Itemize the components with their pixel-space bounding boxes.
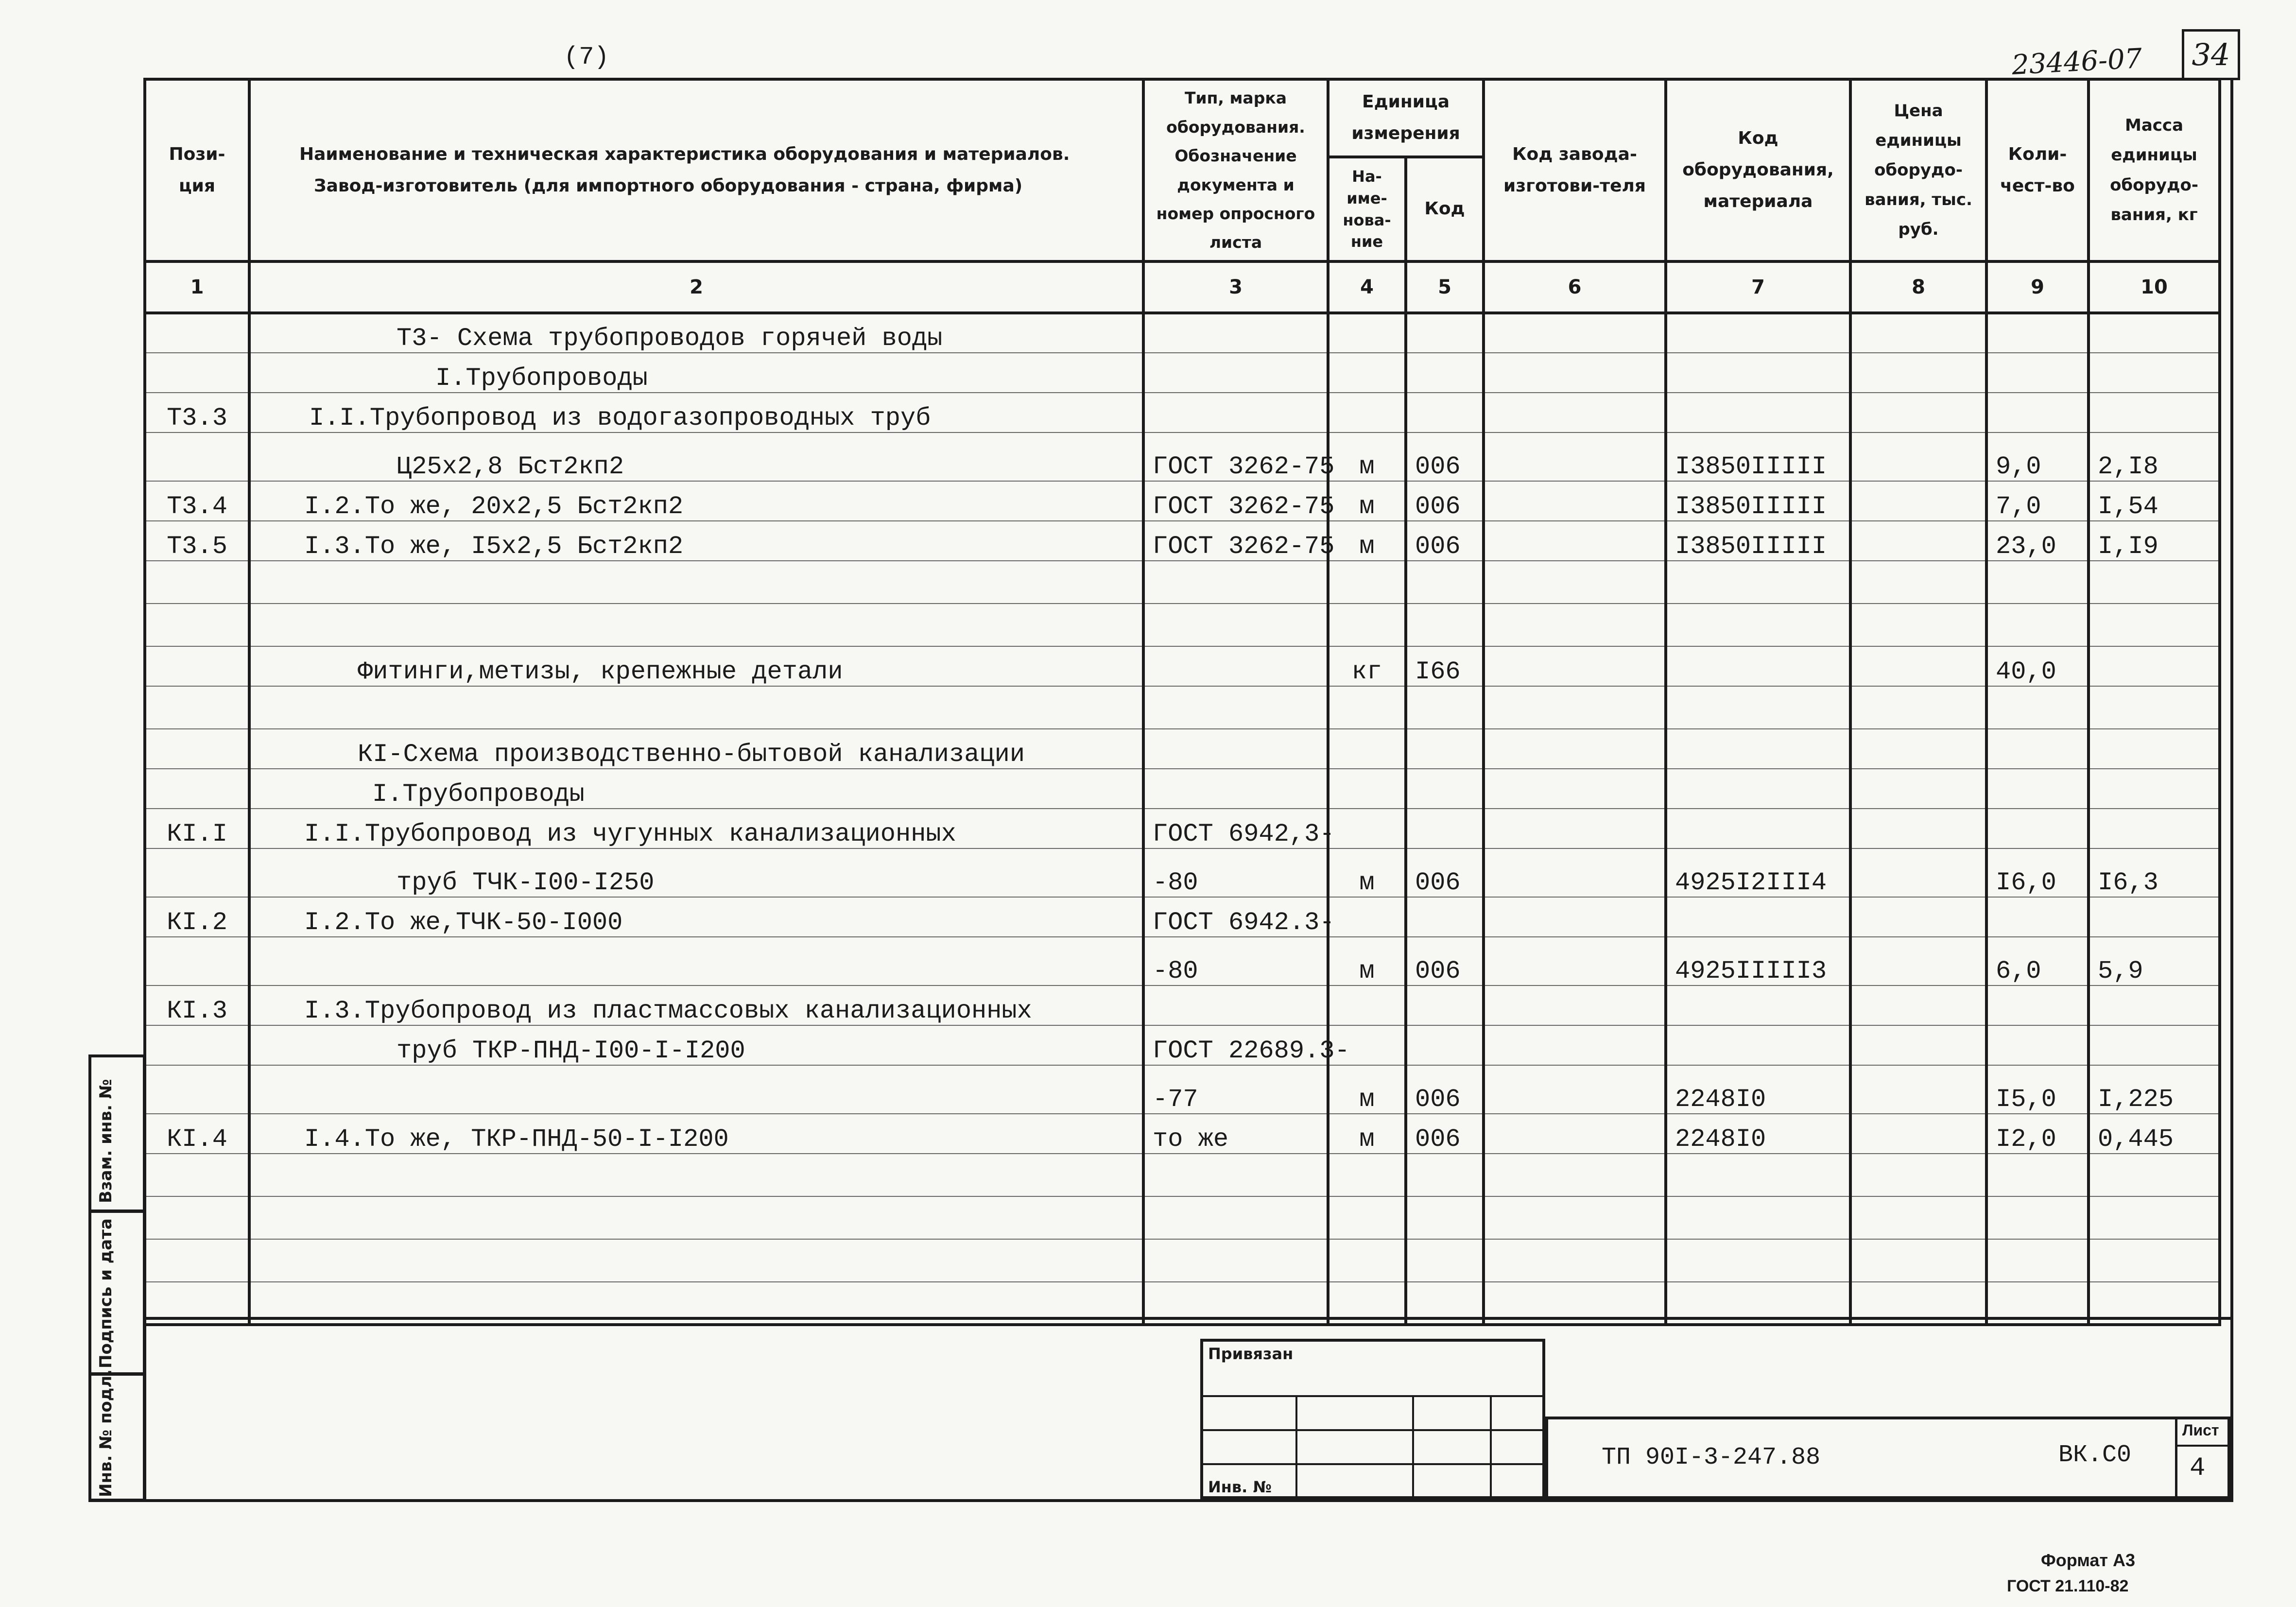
cell-mat [1666,809,1850,848]
cell-name: I.3.То же, I5х2,5 Бст2кп2 [249,521,1143,561]
table-row [145,604,2220,646]
cell-doc [1143,561,1328,604]
cell-code [1406,729,1484,769]
header-quantity: Коли-чест-во [1986,79,2089,261]
cell-price [1850,1196,1986,1239]
cell-plant [1484,1065,1666,1114]
cell-price [1850,604,1986,646]
cell-code [1406,1025,1484,1065]
cell-mass [2089,604,2220,646]
cell-qty [1986,393,2089,432]
cell-mass [2089,686,2220,729]
cell-pos: КI.I [145,809,249,848]
cell-name [249,561,1143,604]
cell-mat [1666,1196,1850,1239]
cell-code: 006 [1406,848,1484,897]
cell-doc [1143,985,1328,1025]
cell-mass [2089,897,2220,937]
cell-price [1850,646,1986,686]
cell-unit: м [1328,432,1406,481]
cell-mat: 4925I2III4 [1666,848,1850,897]
table-row [145,393,2220,432]
cell-name [249,604,1143,646]
cell-price [1850,432,1986,481]
cell-doc [1143,393,1328,432]
cell-plant [1484,809,1666,848]
cell-qty: I5,0 [1986,1065,2089,1114]
cell-pos: Т3.5 [145,521,249,561]
side-inv-replacement-label: Взам. инв. № [96,1079,116,1203]
cell-plant [1484,985,1666,1025]
cell-code [1406,809,1484,848]
cell-plant [1484,481,1666,521]
cell-qty: 6,0 [1986,937,2089,985]
cell-price [1850,937,1986,985]
cell-mat [1666,729,1850,769]
table-row [145,1065,2220,1114]
cell-price [1850,393,1986,432]
stamp-linked-label: Привязан [1208,1345,1294,1363]
column-number-6: 6 [1484,261,1666,313]
column-number-10: 10 [2089,261,2220,313]
cell-pos: Т3.4 [145,481,249,521]
cell-unit [1328,561,1406,604]
cell-name [249,1196,1143,1239]
cell-mass [2089,1239,2220,1282]
column-number-9: 9 [1986,261,2089,313]
cell-name [249,1154,1143,1196]
cell-pos [145,729,249,769]
cell-unit: м [1328,848,1406,897]
cell-price [1850,769,1986,809]
cell-name: I.Трубопроводы [249,353,1143,393]
cell-mass [2089,809,2220,848]
cell-qty [1986,1154,2089,1196]
cell-plant [1484,1239,1666,1282]
cell-qty [1986,1239,2089,1282]
document-code: 23446-07 [2011,43,2143,81]
cell-plant [1484,1196,1666,1239]
cell-qty [1986,561,2089,604]
cell-price [1850,897,1986,937]
cell-plant [1484,432,1666,481]
cell-unit: м [1328,937,1406,985]
format-label: Формат А3 [2041,1550,2136,1570]
cell-doc: -80 [1143,937,1328,985]
header-plant-code: Код завода-изготови-теля [1484,79,1666,261]
cell-doc [1143,729,1328,769]
cell-price [1850,313,1986,353]
cell-name: I.I.Трубопровод из чугунных канализационных [249,809,1143,848]
cell-pos: Т3.3 [145,393,249,432]
cell-qty [1986,1196,2089,1239]
side-sign-date [88,1210,146,1375]
sheet-number: 34 [2192,37,2230,72]
cell-plant [1484,1154,1666,1196]
cell-mass [2089,313,2220,353]
cell-mat [1666,561,1850,604]
cell-plant [1484,561,1666,604]
cell-name: Ц25х2,8 Бст2кп2 [249,432,1143,481]
cell-code: I66 [1406,646,1484,686]
page-marker: (7) [564,43,609,71]
cell-plant [1484,686,1666,729]
cell-code: 006 [1406,521,1484,561]
table-row [145,432,2220,481]
cell-unit [1328,1196,1406,1239]
cell-pos [145,937,249,985]
table-row [145,561,2220,604]
cell-plant [1484,897,1666,937]
cell-doc: то же [1143,1114,1328,1154]
cell-pos [145,1025,249,1065]
cell-name: КI-Схема производственно-бытовой канализации [249,729,1143,769]
side-sign-date-label: Подпись и дата [96,1218,116,1368]
cell-mass: I,225 [2089,1065,2220,1114]
cell-mat: I3850IIIII [1666,481,1850,521]
header-unit-group: Единица измерения [1328,79,1484,157]
cell-name: труб ТЧК-I00-I250 [249,848,1143,897]
table-row [145,1239,2220,1282]
cell-mat [1666,313,1850,353]
cell-mass [2089,729,2220,769]
cell-price [1850,561,1986,604]
cell-mat [1666,686,1850,729]
cell-mass: 5,9 [2089,937,2220,985]
cell-doc: ГОСТ 3262-75 [1143,432,1328,481]
header-mass: Масса единицы оборудо-вания, кг [2089,79,2220,261]
header-unit-code: Код [1406,157,1484,261]
cell-plant [1484,1025,1666,1065]
cell-code [1406,1154,1484,1196]
cell-mat [1666,604,1850,646]
cell-price [1850,521,1986,561]
table-row [145,481,2220,521]
header-unit-name: На-име-нова-ние [1328,157,1406,261]
cell-price [1850,1114,1986,1154]
cell-code [1406,561,1484,604]
cell-mass [2089,1196,2220,1239]
cell-mat [1666,393,1850,432]
table-row [145,646,2220,686]
cell-doc [1143,1239,1328,1282]
cell-mass: I,I9 [2089,521,2220,561]
cell-doc [1143,769,1328,809]
header-position: Пози-ция [145,79,249,261]
cell-mass: I,54 [2089,481,2220,521]
cell-plant [1484,393,1666,432]
cell-unit [1328,393,1406,432]
cell-doc [1143,353,1328,393]
cell-unit [1328,769,1406,809]
cell-name: I.I.Трубопровод из водогазопроводных труб [249,393,1143,432]
standard-label: ГОСТ 21.110-82 [2007,1577,2129,1595]
cell-price [1850,686,1986,729]
cell-name [249,1239,1143,1282]
cell-doc [1143,646,1328,686]
cell-plant [1484,848,1666,897]
table-row [145,769,2220,809]
cell-mat [1666,769,1850,809]
cell-unit [1328,985,1406,1025]
cell-unit [1328,686,1406,729]
cell-doc: -77 [1143,1065,1328,1114]
cell-doc: ГОСТ 3262-75 [1143,481,1328,521]
cell-unit [1328,604,1406,646]
cell-doc: ГОСТ 6942.3- [1143,897,1328,937]
cell-unit [1328,353,1406,393]
side-inv-original [88,1369,146,1502]
cell-mat [1666,1239,1850,1282]
cell-mass [2089,646,2220,686]
cell-unit [1328,1154,1406,1196]
header-name [249,79,1143,261]
table-row [145,1114,2220,1154]
cell-price [1850,481,1986,521]
binding-stamp [1200,1339,1545,1499]
cell-qty: 23,0 [1986,521,2089,561]
cell-qty [1986,985,2089,1025]
cell-mass: 2,I8 [2089,432,2220,481]
cell-mass [2089,1025,2220,1065]
cell-name: I.Трубопроводы [249,769,1143,809]
cell-qty: 9,0 [1986,432,2089,481]
cell-mat [1666,1025,1850,1065]
cell-code [1406,1196,1484,1239]
table-row [145,985,2220,1025]
cell-code [1406,897,1484,937]
cell-code: 006 [1406,1114,1484,1154]
cell-mat [1666,1154,1850,1196]
cell-code: 006 [1406,1065,1484,1114]
cell-mass [2089,1154,2220,1196]
cell-pos [145,1239,249,1282]
cell-qty [1986,809,2089,848]
header-name-line1: Наименование и техническая характеристика оборудования и материалов. [299,144,1070,164]
cell-pos [145,353,249,393]
cell-pos [145,1196,249,1239]
sheet-number-box [2182,29,2240,80]
cell-name [249,686,1143,729]
header-doc: Тип, марка оборудования. Обозначение документа и номер опросного листа [1143,79,1328,261]
table-row [145,809,2220,848]
cell-mat [1666,985,1850,1025]
cell-mat [1666,897,1850,937]
cell-pos [145,848,249,897]
cell-mass: I6,3 [2089,848,2220,897]
side-inv-replacement [88,1054,146,1212]
cell-unit: м [1328,1114,1406,1154]
cell-pos [145,646,249,686]
cell-unit: кг [1328,646,1406,686]
table-row [145,729,2220,769]
cell-qty [1986,1025,2089,1065]
cell-qty [1986,604,2089,646]
cell-price [1850,353,1986,393]
table-row [145,1154,2220,1196]
cell-name: I.2.То же, 20х2,5 Бст2кп2 [249,481,1143,521]
cell-code: 006 [1406,937,1484,985]
cell-price [1850,848,1986,897]
cell-pos [145,769,249,809]
table-row [145,313,2220,353]
cell-doc [1143,313,1328,353]
cell-doc: ГОСТ 22689.3- [1143,1025,1328,1065]
cell-name: I.3.Трубопровод из пластмассовых канализационных [249,985,1143,1025]
cell-unit [1328,313,1406,353]
cell-name: труб ТКР-ПНД-I00-I-I200 [249,1025,1143,1065]
table-row [145,937,2220,985]
cell-plant [1484,646,1666,686]
cell-qty: 40,0 [1986,646,2089,686]
cell-mat: 4925IIIII3 [1666,937,1850,985]
header-material-code: Код оборудования, материала [1666,79,1850,261]
header-name-line2: Завод-изготовитель (для импортного оборудования - страна, фирма) [314,175,1023,196]
cell-unit [1328,729,1406,769]
cell-doc [1143,1154,1328,1196]
cell-code: 006 [1406,481,1484,521]
cell-price [1850,1025,1986,1065]
cell-name: Т3- Схема трубопроводов горячей воды [249,313,1143,353]
cell-code [1406,353,1484,393]
column-number-3: 3 [1143,261,1328,313]
cell-code [1406,604,1484,646]
table-row [145,1196,2220,1239]
cell-name: Фитинги,метизы, крепежные детали [249,646,1143,686]
cell-pos [145,1065,249,1114]
cell-code [1406,1239,1484,1282]
cell-name: I.2.То же,ТЧК-50-I000 [249,897,1143,937]
table-row [145,686,2220,729]
cell-code: 006 [1406,432,1484,481]
cell-mat: I3850IIIII [1666,521,1850,561]
cell-plant [1484,313,1666,353]
cell-name: I.4.То же, ТКР-ПНД-50-I-I200 [249,1114,1143,1154]
cell-qty: I6,0 [1986,848,2089,897]
column-number-7: 7 [1666,261,1850,313]
column-number-8: 8 [1850,261,1986,313]
cell-code [1406,769,1484,809]
cell-unit [1328,897,1406,937]
cell-price [1850,1239,1986,1282]
cell-price [1850,985,1986,1025]
stamp-inv-label: Инв. № [1208,1478,1272,1496]
cell-plant [1484,1114,1666,1154]
cell-pos: КI.2 [145,897,249,937]
column-number-5: 5 [1406,261,1484,313]
cell-plant [1484,937,1666,985]
cell-doc [1143,686,1328,729]
column-number-1: 1 [145,261,249,313]
title-block [1545,1417,2230,1499]
cell-code [1406,313,1484,353]
cell-doc: ГОСТ 6942,3- [1143,809,1328,848]
cell-pos: КI.3 [145,985,249,1025]
cell-doc: ГОСТ 3262-75 [1143,521,1328,561]
cell-price [1850,809,1986,848]
cell-mat: I3850IIIII [1666,432,1850,481]
cell-doc: -80 [1143,848,1328,897]
cell-mass: 0,445 [2089,1114,2220,1154]
cell-plant [1484,769,1666,809]
column-number-4: 4 [1328,261,1406,313]
cell-pos [145,313,249,353]
project-designation: ТП 90I-3-247.88 [1602,1444,1821,1471]
cell-qty: 7,0 [1986,481,2089,521]
cell-plant [1484,353,1666,393]
cell-qty [1986,313,2089,353]
cell-mass [2089,393,2220,432]
cell-pos [145,686,249,729]
cell-name [249,937,1143,985]
cell-qty [1986,686,2089,729]
cell-code [1406,985,1484,1025]
cell-unit [1328,809,1406,848]
cell-pos [145,432,249,481]
cell-name [249,1065,1143,1114]
cell-plant [1484,729,1666,769]
cell-pos [145,561,249,604]
table-row [145,1025,2220,1065]
cell-pos: КI.4 [145,1114,249,1154]
sheet-value: 4 [2190,1453,2206,1483]
cell-unit [1328,1239,1406,1282]
cell-plant [1484,604,1666,646]
cell-qty [1986,769,2089,809]
cell-mass [2089,769,2220,809]
cell-doc [1143,1196,1328,1239]
cell-doc [1143,604,1328,646]
cell-qty [1986,729,2089,769]
cell-qty [1986,897,2089,937]
cell-mat: 2248I0 [1666,1065,1850,1114]
cell-unit: м [1328,481,1406,521]
table-row [145,353,2220,393]
cell-pos [145,1154,249,1196]
specification-table [143,78,2221,1326]
cell-unit: м [1328,521,1406,561]
header-price: Цена единицы оборудо-вания, тыс. руб. [1850,79,1986,261]
cell-mass [2089,353,2220,393]
sheet-label: Лист [2182,1421,2219,1439]
cell-mat [1666,353,1850,393]
table-row [145,848,2220,897]
cell-code [1406,686,1484,729]
cell-mat [1666,646,1850,686]
cell-price [1850,729,1986,769]
section-code: ВК.С0 [2058,1441,2132,1469]
cell-mat: 2248I0 [1666,1114,1850,1154]
column-number-2: 2 [249,261,1143,313]
cell-qty: I2,0 [1986,1114,2089,1154]
cell-code [1406,393,1484,432]
cell-plant [1484,521,1666,561]
cell-qty [1986,353,2089,393]
cell-unit: м [1328,1065,1406,1114]
cell-pos [145,604,249,646]
table-row [145,521,2220,561]
table-row [145,897,2220,937]
side-inv-original-label: Инв. № подл. [96,1369,116,1497]
cell-price [1850,1154,1986,1196]
cell-mass [2089,561,2220,604]
cell-price [1850,1065,1986,1114]
cell-mass [2089,985,2220,1025]
